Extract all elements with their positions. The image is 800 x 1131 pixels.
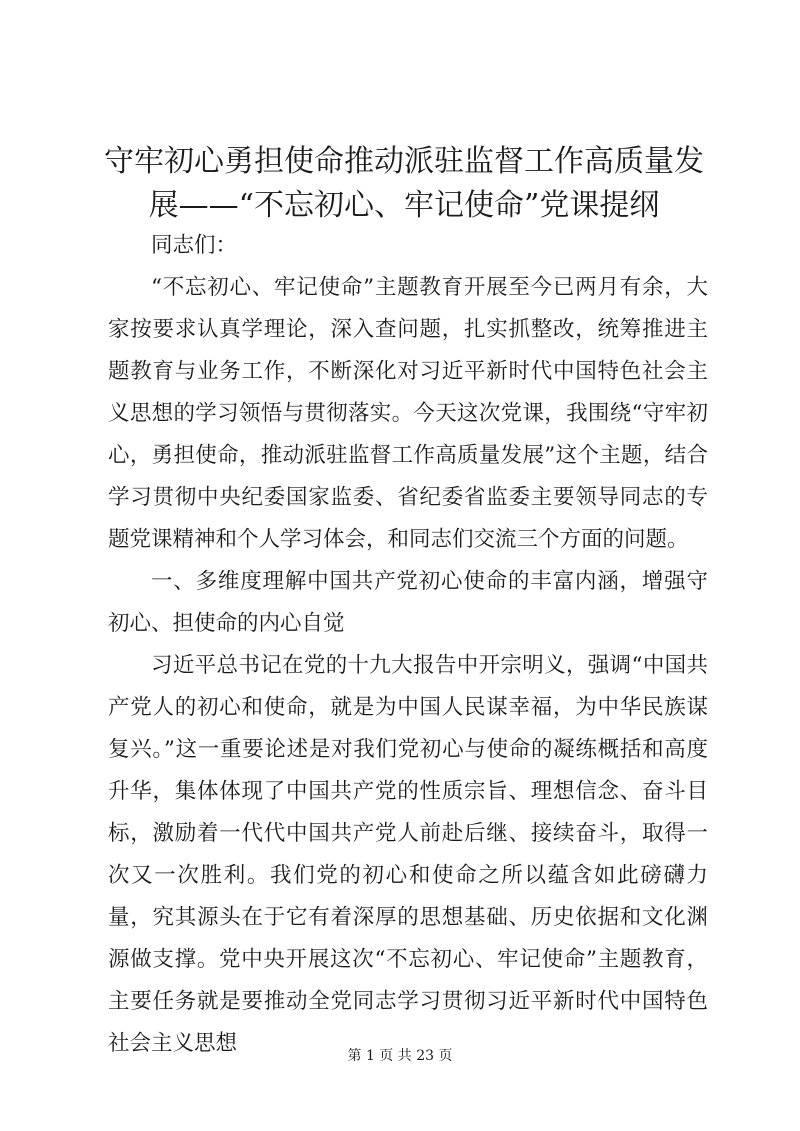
document-title: 守牢初心勇担使命推动派驻监督工作高质量发展——“不忘初心、牢记使命”党课提纲 [104,144,704,223]
greeting-paragraph: 同志们： [151,233,238,258]
page-number-label: 第 1 页 共 23 页 [347,1048,453,1064]
section-1-paragraph: 习近平总书记在党的十九大报告中开宗明义，强调“中国共产党人的初心和使命，就是为中国人民谋幸福，为中华民族谋复兴。”这一重要论述是对我们党初心与使命的凝练概括和高度升华，集体体现了中国共产党的性质宗旨、理想信念、奋斗目标，激励着一代代中国共产党人前赴后继、接续奋斗，取得一次又一次胜利。我们党的初心和使命之所以蕴含如此磅礴力量，究其源头在于它有着深厚的思想基础、历史依据和文化渊源做支撑。党中央开展这次“不忘初心、牢记使命”主题教育，主要任务就是要推动全党同志学习贯彻习近平新时代中国特色社会主义思想 [108,653,708,1056]
section-heading-1: 一、多维度理解中国共产党初心使命的丰富内涵，增强守初心、担使命的内心自觉 [108,569,708,636]
document-body [108,225,708,1065]
intro-paragraph: “不忘初心、牢记使命”主题教育开展至今已两月有余，大家按要求认真学理论，深入查问题，扎实抓整改，统筹推进主题教育与业务工作，不断深化对习近平新时代中国特色社会主义思想的学习领悟与贯彻落实。今天这次党课，我围绕“守牢初心，勇担使命，推动派驻监督工作高质量发展”这个主题，结合学习贯彻中央纪委国家监委、省纪委省监委主要领导同志的专题党课精神和个人学习体会，和同志们交流三个方面的问题。 [108,275,708,552]
page-footer [0,1046,800,1066]
